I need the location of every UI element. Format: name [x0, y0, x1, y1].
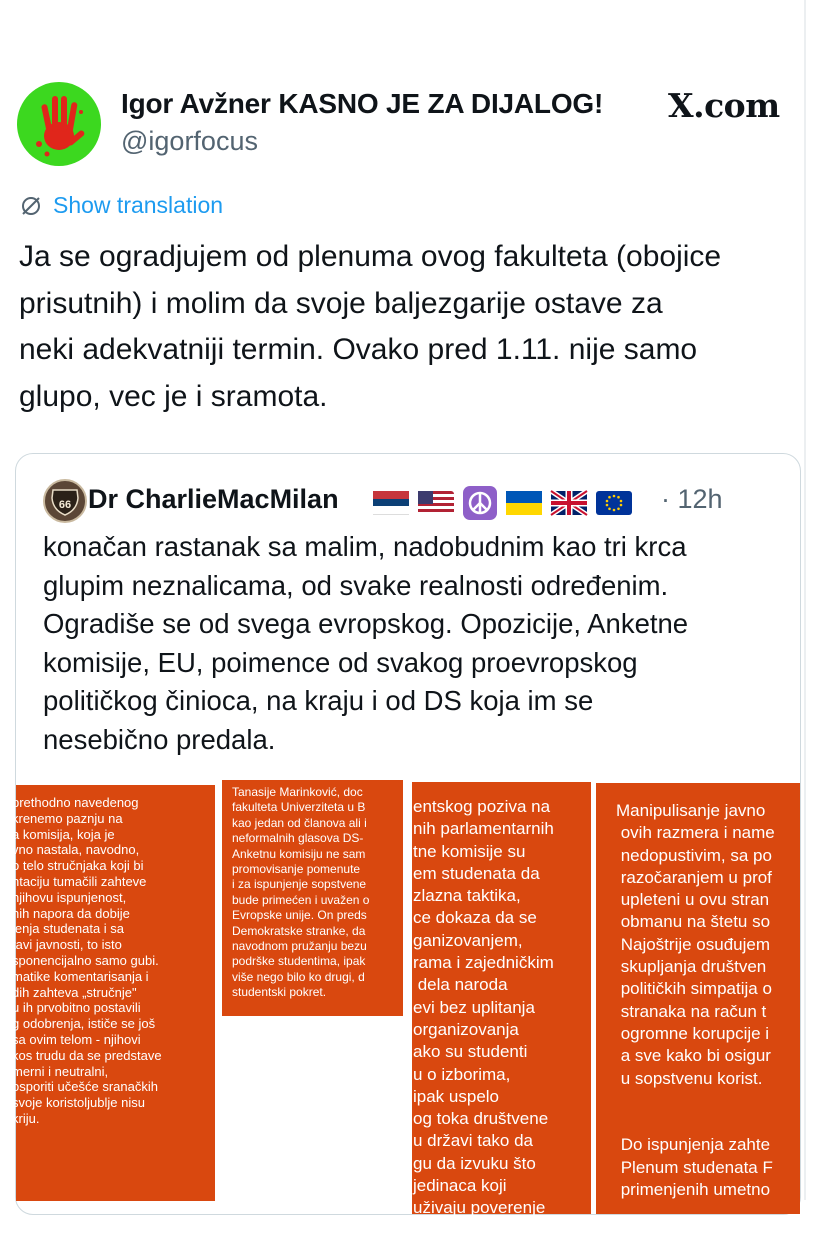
quote-text: konačan rastanak sa malim, nadobudnim kao tri krca glupim neznalicama, od svake realnosti određenim. Ogradiše se od svega evropskog. Opozicije, Anketne komisije, EU, poimence od svakog proevropskog političkog činioca, na kraju i od DS koja im se nesebično predala.: [43, 531, 689, 755]
scrollbar-track[interactable]: [804, 0, 806, 1200]
media-image-3[interactable]: [412, 782, 591, 1240]
media-image-2-text: Tanasije Marinković, doc fakulteta Univerziteta u B kao jedan od članova ali i neformalnih glasova DS- Anketnu komisiju ne sam promovisanje pomenute i za ispunjenje sopstvene bude primećen i uvažen o Evropske unije. On preds Demokratske stranke, da navodnom pružanju bezu podrške studentima, ipak više nego bilo ko drugi, d studentski pokret.: [232, 785, 370, 1000]
media-image-2[interactable]: [222, 780, 403, 1016]
eu-flag-icon: [596, 491, 632, 515]
usa-flag-icon: [418, 491, 454, 515]
media-image-1[interactable]: [12, 785, 215, 1201]
globe-slash-icon: [19, 194, 43, 218]
route-66-label: 66: [58, 499, 72, 511]
tweet-text: Ja se ogradjujem od plenuma ovog fakulteta (obojice prisutnih) i molim da svoje baljezgarije ostave za neki adekvatniji termin. Ovako pred 1.11. nije samo glupo, vec je i sramota.: [19, 240, 722, 414]
peace-symbol-icon: [463, 486, 497, 520]
author-handle[interactable]: @igorfocus: [121, 126, 258, 156]
quote-avatar[interactable]: [43, 479, 87, 523]
author-name[interactable]: Igor Avžner KASNO JE ZA DIJALOG!: [121, 88, 604, 119]
red-hand-icon: [17, 82, 101, 166]
route-66-icon: [45, 481, 85, 521]
name-emoji-flags: [373, 486, 632, 520]
ukraine-flag-icon: [506, 491, 542, 515]
media-image-4-text: Manipulisanje javno ovih razmera i name nedopustivim, sa po razočaranjem u prof upleteni u ovu stran obmanu na štetu so Najoštrije osuđujem skupljanja društven političkih simpatija o stranaka na račun t ogromne korupcije i a sve kako bi osigur u sopstvenu korist. Do ispunjenja zahte Plenum studenata F primenjenih umetno: [616, 801, 775, 1200]
quote-author-name[interactable]: Dr CharlieMacMilan: [88, 484, 339, 514]
quote-timestamp[interactable]: · 12h: [661, 484, 723, 514]
media-strip[interactable]: [12, 773, 800, 1240]
show-translation-link[interactable]: [19, 192, 223, 219]
show-translation-label[interactable]: Show translation: [53, 192, 224, 218]
x-logo-text: X.com: [668, 86, 780, 125]
x-logo: [668, 86, 780, 125]
media-image-4[interactable]: [596, 783, 800, 1214]
media-image-1-text: prethodno navedenog krenemo paznju na a komisija, koja je vno nastala, navodno, o telo stručnjaka koji bi ntaciju tumačili zahteve njihovu ispunjenost, nih napora da dobije jenja studenata i sa tavi javnosti, to isto sponencijalno samo gubi. matike komentarisanja i dih zahteva „stručnje" u ih prvobitno postavili g odobrenja, ističe se još sa ovim telom - njihovi kos trudu da se predstave merni i neutralni, osporiti učešće sranačkih svoje koristoljublje nisu kriju.: [12, 795, 162, 1126]
uk-flag-icon: [551, 491, 587, 515]
quoted-tweet[interactable]: [12, 453, 801, 1240]
author-avatar[interactable]: [17, 82, 101, 166]
serbia-flag-icon: [373, 491, 409, 515]
media-image-3-text: entskog poziva na nih parlamentarnih tne komisije su em studenata da zlazna taktika, ce dokaza da se ganizovanjem, rama i zajedničkim dela naroda evi bez uplitanja organizovanja ako su studenti u o izborima, ipak uspelo og toka društvene u državi tako da gu da izvuku što jedinaca koji uživaju poverenje a.: [413, 797, 554, 1240]
